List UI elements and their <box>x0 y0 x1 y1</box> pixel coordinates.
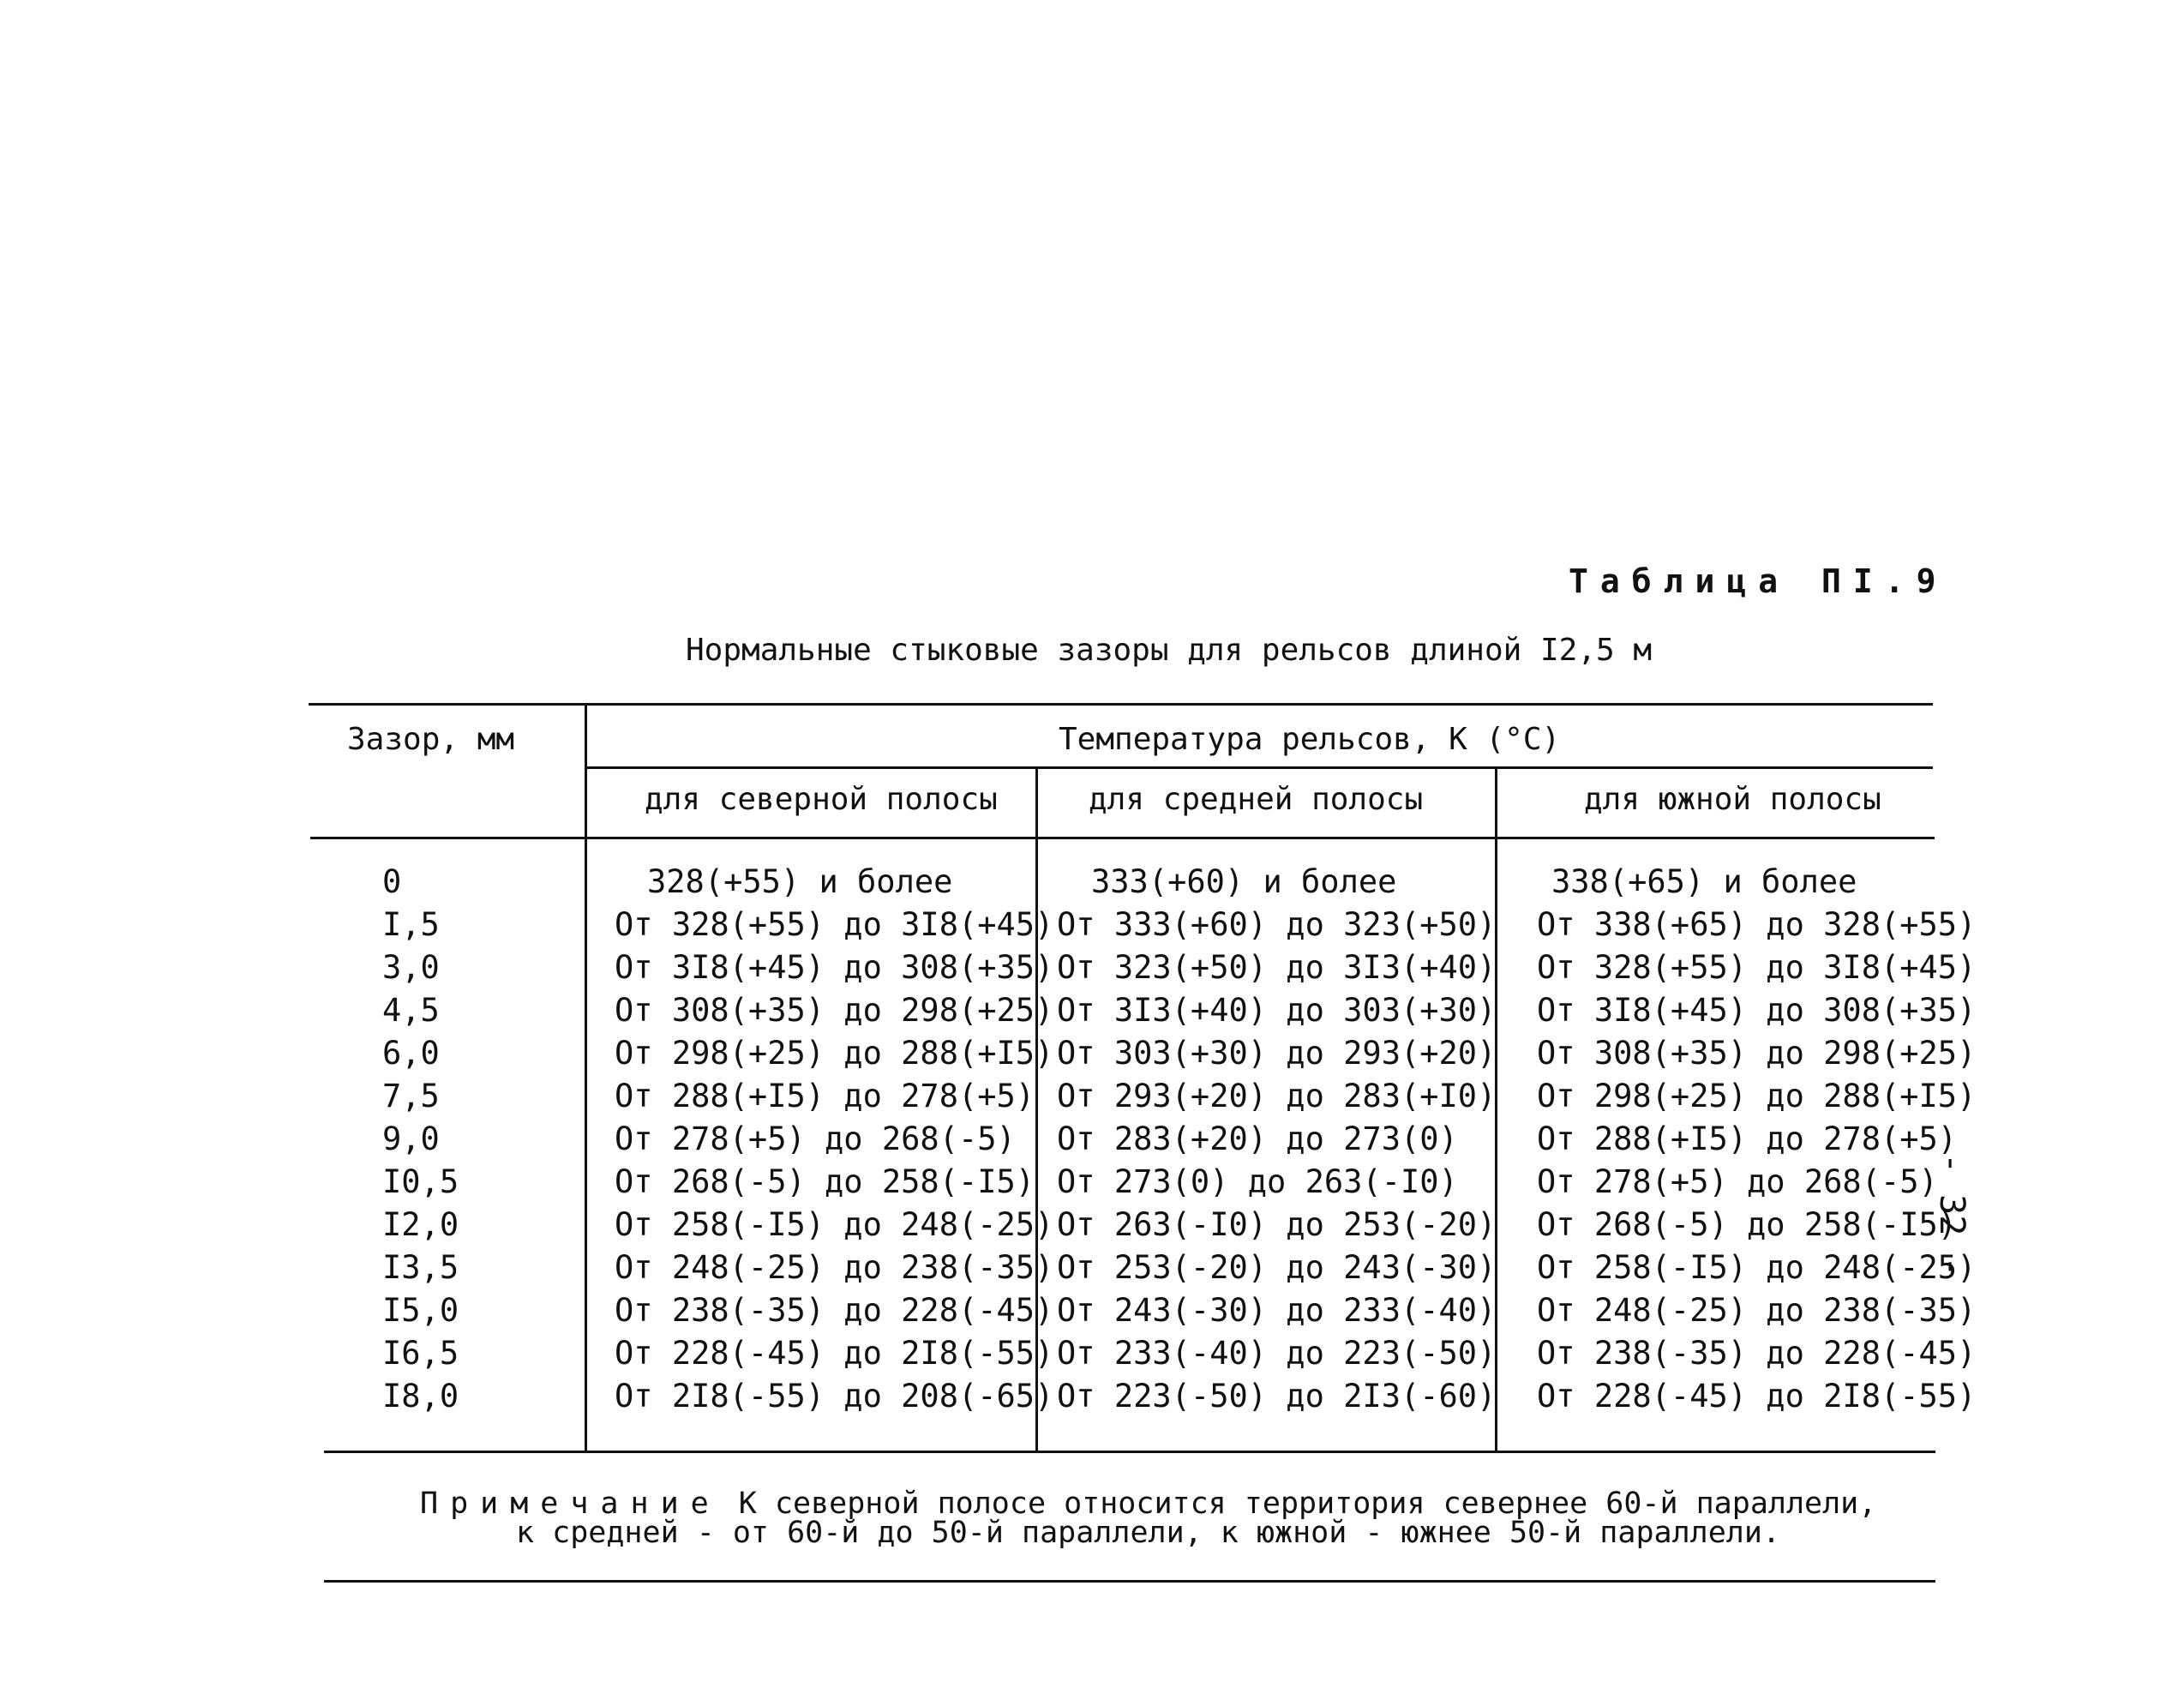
header-bottom-rule <box>310 837 1935 839</box>
table-row <box>0 1118 2184 1161</box>
cell-north: От 2I8(-55) до 208(-65) <box>615 1378 1054 1415</box>
cell-middle: От 253(-20) до 243(-30) <box>1057 1249 1497 1286</box>
cell-south: От 3I8(+45) до 308(+35) <box>1537 992 1977 1029</box>
cell-south: От 338(+65) до 328(+55) <box>1537 906 1977 943</box>
table-caption: Нормальные стыковые зазоры для рельсов длиной I2,5 м <box>686 633 1653 668</box>
table-row <box>0 861 2184 904</box>
table-row <box>0 1375 2184 1418</box>
table-row <box>0 1246 2184 1289</box>
note-bottom-rule <box>324 1580 1935 1583</box>
cell-middle: От 283(+20) до 273(0) <box>1057 1120 1458 1157</box>
cell-north: От 258(-I5) до 248(-25) <box>615 1206 1054 1243</box>
cell-south: От 268(-5) до 258(-I5) <box>1537 1206 1958 1243</box>
page-number: - 32 - <box>1932 1153 1971 1277</box>
cell-gap: I6,5 <box>382 1335 459 1372</box>
cell-south: От 228(-45) до 2I8(-55) <box>1537 1378 1977 1415</box>
cell-middle: От 303(+30) до 293(+20) <box>1057 1035 1497 1072</box>
cell-gap: 4,5 <box>382 992 440 1029</box>
cell-middle: От 333(+60) до 323(+50) <box>1057 906 1497 943</box>
note-lead: Примечание <box>420 1487 721 1521</box>
table-top-rule <box>309 703 1933 706</box>
cell-north: От 248(-25) до 238(-35) <box>615 1249 1054 1286</box>
cell-north: 328(+55) и более <box>647 863 953 900</box>
cell-north: От 268(-5) до 258(-I5) <box>615 1163 1035 1200</box>
cell-north: От 328(+55) до 3I8(+45) <box>615 906 1054 943</box>
cell-gap: I3,5 <box>382 1249 459 1286</box>
table-row <box>0 1289 2184 1332</box>
cell-north: От 238(-35) до 228(-45) <box>615 1292 1054 1329</box>
cell-gap: 0 <box>382 863 402 900</box>
note-line-1 <box>420 1487 1877 1521</box>
cell-gap: I0,5 <box>382 1163 459 1200</box>
cell-south: От 238(-35) до 228(-45) <box>1537 1335 1977 1372</box>
cell-south: От 298(+25) до 288(+I5) <box>1537 1078 1977 1114</box>
table-row <box>0 1204 2184 1246</box>
table-row <box>0 1032 2184 1075</box>
table-row <box>0 989 2184 1032</box>
table-row <box>0 946 2184 989</box>
cell-south: От 288(+I5) до 278(+5) <box>1537 1120 1958 1157</box>
table-label: Таблица ПI.9 <box>1569 562 1948 600</box>
cell-middle: От 293(+20) до 283(+I0) <box>1057 1078 1497 1114</box>
header-middle: для средней полосы <box>1089 782 1424 817</box>
table-note <box>420 1487 1877 1550</box>
cell-south: От 248(-25) до 238(-35) <box>1537 1292 1977 1329</box>
cell-middle: От 273(0) до 263(-I0) <box>1057 1163 1458 1200</box>
cell-south: От 308(+35) до 298(+25) <box>1537 1035 1977 1072</box>
header-temperature: Температура рельсов, К (°С) <box>1059 722 1561 757</box>
cell-north: От 298(+25) до 288(+I5) <box>615 1035 1054 1072</box>
cell-middle: От 323(+50) до 3I3(+40) <box>1057 949 1497 986</box>
cell-gap: I2,0 <box>382 1206 459 1243</box>
table-bottom-rule <box>324 1451 1935 1453</box>
cell-middle: От 3I3(+40) до 303(+30) <box>1057 992 1497 1029</box>
table-row <box>0 1332 2184 1375</box>
note-text-2: к средней - от 60-й до 50-й параллели, к южной - южнее 50-й параллели. <box>516 1516 1781 1550</box>
cell-gap: I8,0 <box>382 1378 459 1415</box>
header-gap: Зазор, мм <box>347 722 515 757</box>
cell-south: От 328(+55) до 3I8(+45) <box>1537 949 1977 986</box>
cell-north: От 3I8(+45) до 308(+35) <box>615 949 1054 986</box>
cell-middle: От 263(-I0) до 253(-20) <box>1057 1206 1497 1243</box>
cell-middle: От 243(-30) до 233(-40) <box>1057 1292 1497 1329</box>
cell-middle: 333(+60) и более <box>1091 863 1397 900</box>
cell-north: От 288(+I5) до 278(+5) <box>615 1078 1035 1114</box>
cell-gap: 6,0 <box>382 1035 440 1072</box>
cell-middle: От 223(-50) до 2I3(-60) <box>1057 1378 1497 1415</box>
cell-gap: 9,0 <box>382 1120 440 1157</box>
cell-gap: 3,0 <box>382 949 440 986</box>
header-subrule <box>585 766 1933 769</box>
cell-north: От 308(+35) до 298(+25) <box>615 992 1054 1029</box>
cell-gap: I,5 <box>382 906 440 943</box>
cell-south: 338(+65) и более <box>1551 863 1857 900</box>
cell-south: От 278(+5) до 268(-5) <box>1537 1163 1938 1200</box>
header-north: для северной полосы <box>645 782 998 817</box>
note-line-2 <box>420 1516 1876 1550</box>
header-south: для южной полосы <box>1584 782 1881 817</box>
table-row <box>0 904 2184 946</box>
table-row <box>0 1161 2184 1204</box>
cell-gap: 7,5 <box>382 1078 440 1114</box>
table-row <box>0 1075 2184 1118</box>
cell-middle: От 233(-40) до 223(-50) <box>1057 1335 1497 1372</box>
cell-south: От 258(-I5) до 248(-25) <box>1537 1249 1977 1286</box>
cell-north: От 278(+5) до 268(-5) <box>615 1120 1016 1157</box>
cell-gap: I5,0 <box>382 1292 459 1329</box>
cell-north: От 228(-45) до 2I8(-55) <box>615 1335 1054 1372</box>
note-text-1: К северной полосе относится территория севернее 60-й параллели, <box>738 1487 1877 1521</box>
